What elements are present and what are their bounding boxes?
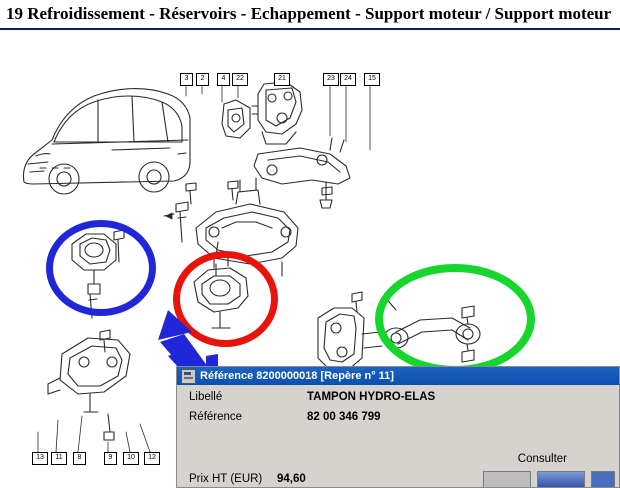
callout-8: 8	[73, 452, 86, 465]
callout-15: 15	[364, 73, 380, 86]
callout-4: 4	[217, 73, 230, 86]
green-annotation-circle	[375, 264, 535, 374]
libelle-value: TAMPON HYDRO-ELAS	[307, 391, 436, 403]
callout-22: 22	[232, 73, 248, 86]
reference-label: Référence	[189, 411, 243, 423]
dialog-title-bar[interactable]	[177, 367, 619, 385]
app-window-icon	[181, 369, 196, 384]
callout-10: 10	[123, 452, 139, 465]
callout-12: 12	[144, 452, 160, 465]
page-title: 19 Refroidissement - Réservoirs - Echappement - Support moteur / Support moteur	[6, 4, 612, 23]
callout-13: 13	[32, 452, 48, 465]
field-row-price	[189, 473, 306, 485]
consulter-label: Consulter	[517, 453, 567, 465]
blue-button[interactable]	[537, 471, 585, 488]
callout-21: 21	[274, 73, 290, 86]
reference-value: 82 00 346 799	[307, 411, 381, 423]
dialog-button-strip	[415, 471, 619, 488]
reference-detail-dialog[interactable]	[176, 366, 620, 488]
field-row-libelle	[177, 391, 619, 411]
price-value: 94,60	[277, 473, 306, 485]
dialog-title-text: Référence 8200000018 [Repère n° 11]	[200, 370, 394, 382]
callout-11: 11	[51, 452, 67, 465]
grey-button[interactable]	[483, 471, 531, 488]
field-row-reference	[177, 411, 619, 431]
price-label: Prix HT (EUR)	[189, 473, 263, 485]
blue-small-button[interactable]	[591, 471, 615, 488]
callout-23: 23	[323, 73, 339, 86]
libelle-label: Libellé	[189, 391, 223, 403]
window-title-bar	[0, 0, 620, 30]
dialog-body	[177, 385, 619, 488]
callout-9: 9	[104, 452, 117, 465]
callout-2: 2	[196, 73, 209, 86]
callout-24: 24	[340, 73, 356, 86]
callout-3: 3	[180, 73, 193, 86]
